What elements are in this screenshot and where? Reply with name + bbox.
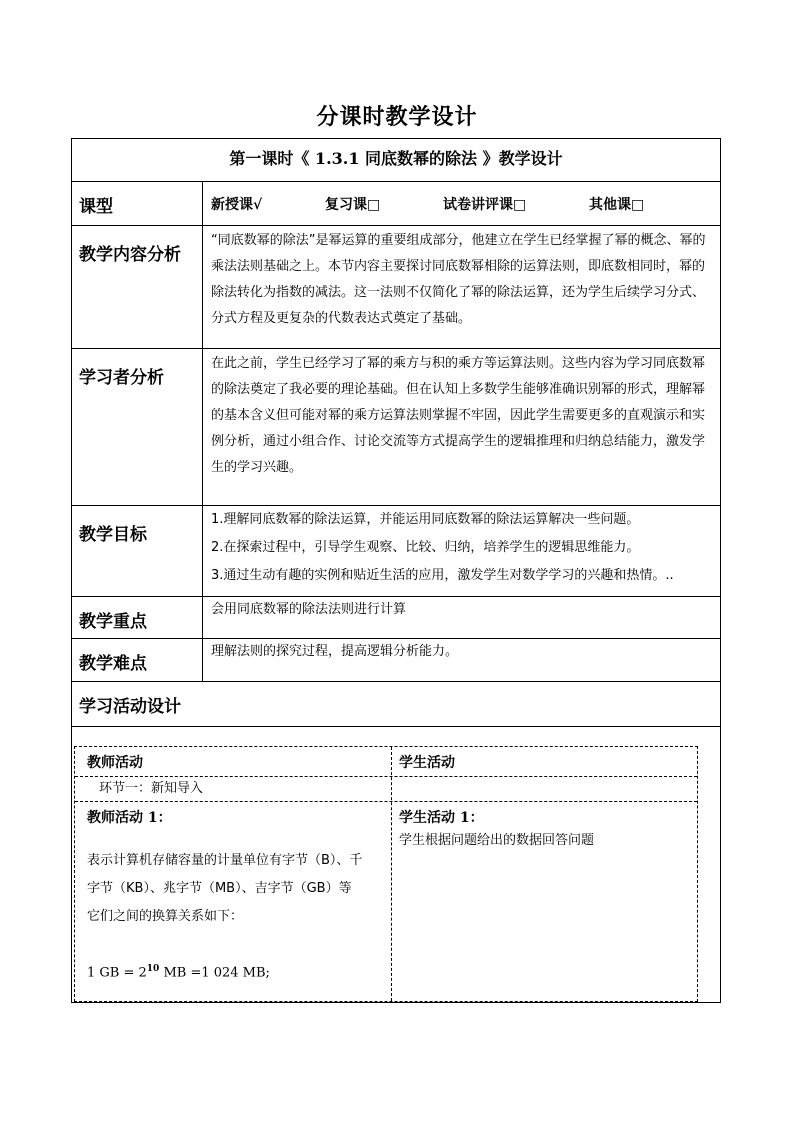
course-type-label: 课型 <box>72 182 203 225</box>
activity-design-row <box>72 682 720 727</box>
teacher-activity-text <box>87 847 387 931</box>
teacher-activity-line: 它们之间的换算关系如下： <box>87 909 244 924</box>
objective-item: 1.理解同底数幂的除法运算，并能运用同底数幂的除法运算解决一些问题。 <box>211 512 640 527</box>
lesson-title: 第一课时《 1.3.1 同底数幂的除法 》教学设计 <box>229 149 563 168</box>
objective-item: 2.在探索过程中，引导学生观察、比较、归纳，培养学生的逻辑思维能力。 <box>211 540 640 555</box>
learner-analysis-text: 在此之前，学生已经学习了幂的乘方与积的乘方等运算法则。这些内容为学习同底数幂的除法奠定了我必要的理论基础。但在认知上多数学生能够准确识别幂的形式，理解幂的基本含义但可能对幂的乘方运算法则掌握不牢固，因此学生需要更多的直观演示和实例分析，通过小组合作、讨论交流等方式提高学生的逻辑推理和归纳总结能力，激发学生的学习兴趣。 <box>211 356 706 475</box>
course-type-option-other: 其他课□ <box>589 197 645 213</box>
difficulties-label: 教学难点 <box>72 639 203 681</box>
course-type-option-review: 复习课□ <box>325 197 381 213</box>
activity-table <box>74 746 698 1002</box>
course-type-option-exam: 试卷讲评课□ <box>443 197 527 213</box>
teacher-activity-line: 表示计算机存储容量的计量单位有字节（B）、千 <box>87 853 363 868</box>
course-type-option-new: 新授课√ <box>211 197 263 213</box>
key-points-text: 会用同底数幂的除法法则进行计算 <box>211 602 407 617</box>
conversion-formula: 1 GB = $2^{10}$ MB =1 024 MB; <box>87 964 270 981</box>
objectives-row <box>72 506 720 597</box>
lesson-title-row <box>72 139 720 182</box>
stage-label: 环节一：新知导入 <box>99 781 204 796</box>
content-analysis-text: “同底数幂的除法”是幂运算的重要组成部分，他建立在学生已经掌握了幂的概念、幂的乘法法则基础之上。本节内容主要探讨同底数幂相除的运算法则，即底数相同时，幂的除法转化为指数的减法。这一法则不仅简化了幂的除法运算，还为学生后续学习分式、分式方程及更复杂的代数表达式奠定了基础。 <box>211 233 706 326</box>
student-activity-title: 学生活动 1： <box>399 810 484 826</box>
activity-design-title: 学习活动设计 <box>79 697 181 717</box>
course-type-row <box>72 182 720 226</box>
objectives-list <box>203 506 720 596</box>
objectives-label: 教学目标 <box>72 506 203 596</box>
key-points-row <box>72 597 720 639</box>
difficulties-text: 理解法则的探究过程，提高逻辑分析能力。 <box>211 644 459 659</box>
teacher-activity-line: 字节（KB）、兆字节（MB）、吉字节（GB）等 <box>87 881 352 896</box>
difficulties-row <box>72 639 720 682</box>
teacher-activity-title: 教师活动 1： <box>87 810 172 826</box>
page-title: 分课时教学设计 <box>316 104 478 130</box>
student-activity-header: 学生活动 <box>399 755 455 771</box>
content-analysis-row <box>72 226 720 349</box>
teacher-activity-header: 教师活动 <box>87 755 143 771</box>
content-analysis-label: 教学内容分析 <box>72 226 203 348</box>
student-activity-text: 学生根据问题给出的数据回答问题 <box>399 833 595 848</box>
objective-item: 3.通过生动有趣的实例和贴近生活的应用，激发学生对数学学习的兴趣和热情。.. <box>211 568 674 583</box>
learner-analysis-label: 学习者分析 <box>72 349 203 505</box>
course-type-options <box>203 182 720 225</box>
key-points-label: 教学重点 <box>72 597 203 638</box>
learner-analysis-row <box>72 349 720 506</box>
